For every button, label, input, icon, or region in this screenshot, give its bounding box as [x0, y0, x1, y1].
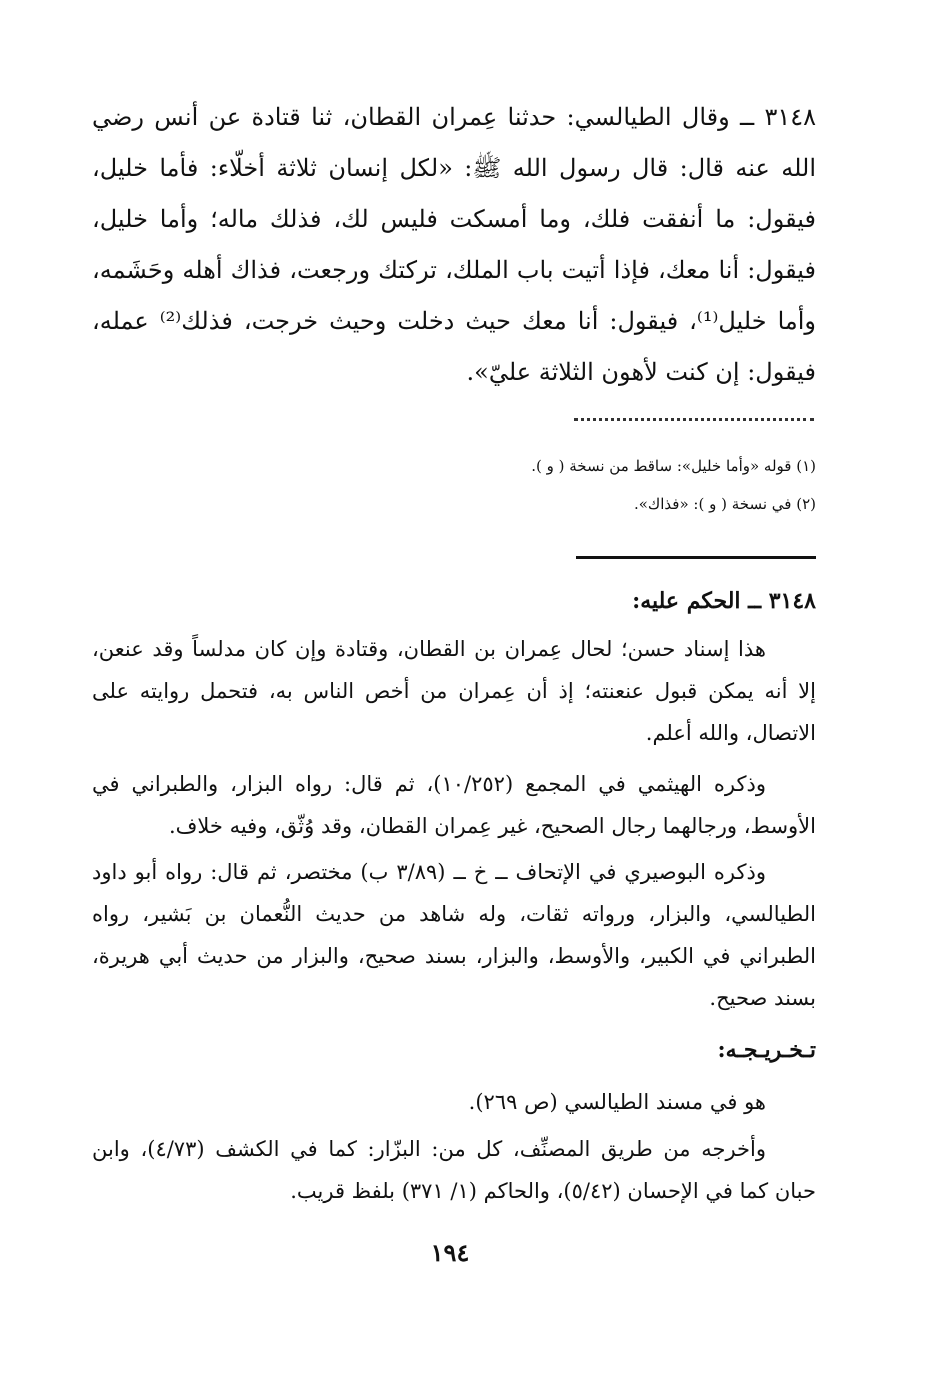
ruling-paragraph-3: وذكره البوصيري في الإتحاف ــ خ ــ (٣/٨٩ ب) مختصر، ثم قال: رواه أبو داود الطيالسي، والبزار، ورواته ثقات، وله شاهد من حديث النُّعمان بن بَشير، رواه الطبراني في الكبير، والأوسط، والبزار، بسند صحيح، والبزار من حديث أبي هريرة، بسند صحيح. [92, 860, 816, 1010]
footnote-separator [574, 418, 814, 421]
takhrij-paragraph-1: هو في مسند الطيالسي (ص ٢٦٩). [468, 1090, 766, 1114]
ruling-paragraph-2: وذكره الهيثمي في المجمع (١٠/٢٥٢)، ثم قال: رواه البزار، والطبراني في الأوسط، ورجالهما رجال الصحيح، غير عِمران القطان، وقد وُثّق، وفيه خلاف. [92, 772, 816, 838]
hadith-text: ٣١٤٨ ــ وقال الطيالسي: حدثنا عِمران القطان، ثنا قتادة عن أنس رضي الله عنه قال: قال رسول الله ﷺ: «لكل إنسان ثلاثة أخلّاء: فأما خليل، فيقول: ما أنفقت فلك، وما أمسكت فليس لك، فذلك ماله؛ وأما خليل، فيقول: أنا معك، فإذا أتيت باب الملك، تركتك ورجعت، فذاك أهله وحَشَمه، وأما خليل⁽¹⁾، فيقول: أنا معك حيث دخلت وحيث خرجت، فذلك⁽²⁾ عمله، فيقول: إن كنت لأهون الثلاثة عليّ». [92, 103, 816, 386]
page-number: ١٩٤ [430, 1238, 470, 1267]
footnote-1: (١) قوله «وأما خليل»: ساقط من نسخة ( و ). [531, 457, 816, 475]
section-divider [576, 556, 816, 559]
footnote-2: (٢) في نسخة ( و ): «فذاك». [633, 495, 816, 513]
ruling-paragraph-1: هذا إسناد حسن؛ لحال عِمران بن القطان، وقتادة وإن كان مدلساً وقد عنعن، إلا أنه يمكن قبول عنعنته؛ إذ أن عِمران من أخص الناس به، فتحمل روايته على الاتصال، والله أعلم. [92, 637, 816, 745]
takhrij-heading: تـخـريـجـه: [717, 1037, 816, 1063]
takhrij-paragraph-2: وأخرجه من طريق المصنِّف، كل من: البزّار: كما في الكشف (٤/٧٣)، وابن حبان كما في الإحسان (٥/٤٢)، والحاكم (١/ ٣٧١) بلفظ قريب. [92, 1137, 816, 1203]
ruling-heading: ٣١٤٨ ــ الحكم عليه: [632, 588, 816, 614]
